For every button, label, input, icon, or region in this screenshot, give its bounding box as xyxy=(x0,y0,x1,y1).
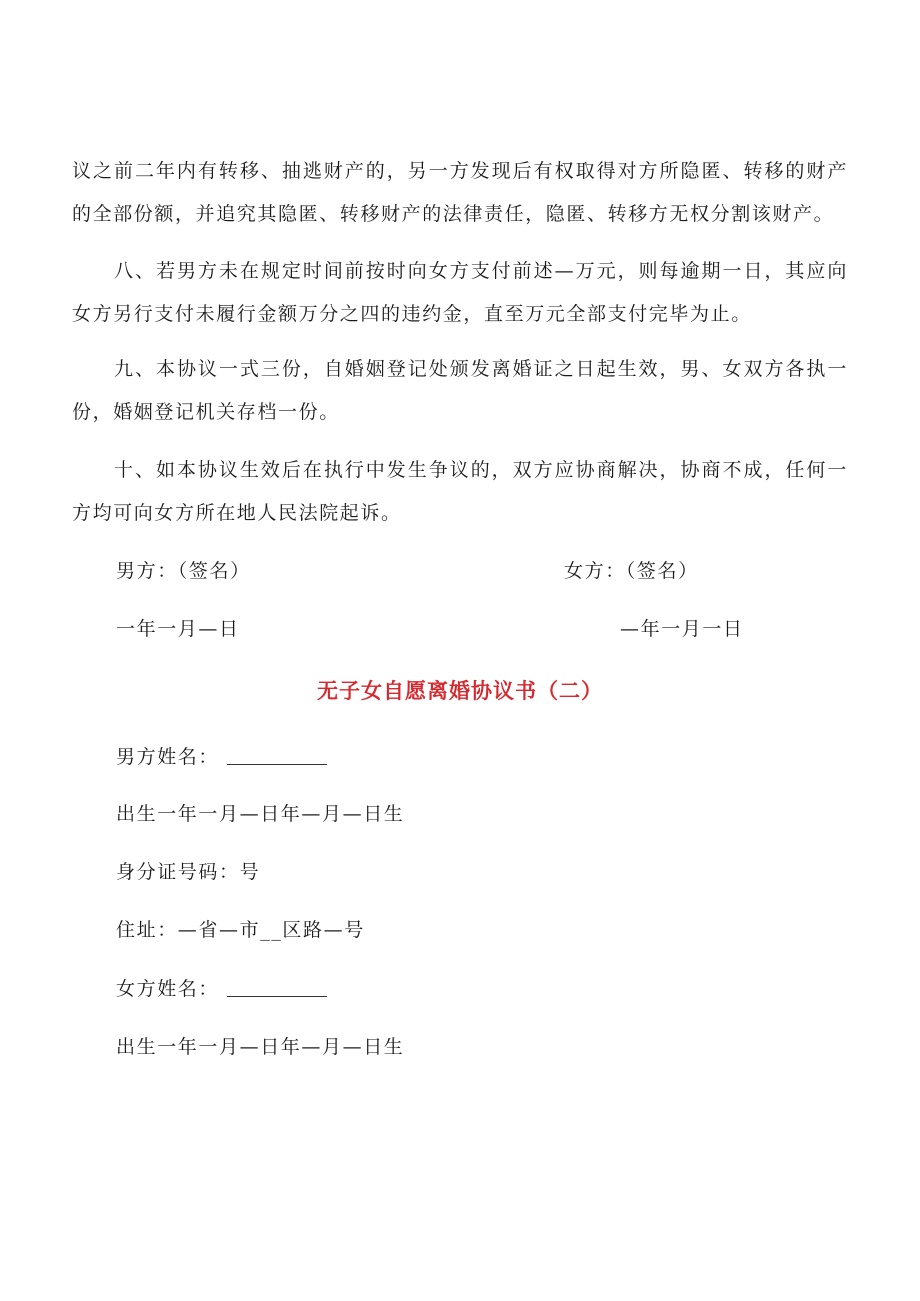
female-signature-line: 女方：（签名） xyxy=(564,560,699,582)
paragraph-clause-ten: 十、如本协议生效后在执行中发生争议的，双方应协商解决，协商不成，任何一方均可向女方所在地人民法院起诉。 xyxy=(72,459,848,524)
id-number-line: 身分证号码：号 xyxy=(116,861,261,883)
female-name-field xyxy=(116,974,327,1004)
paragraph-clause-eight: 八、若男方未在规定时间前按时向女方支付前述—万元，则每逾期一日，其应向女方另行支付未履行金额万分之四的违约金，直至万元全部支付完毕为止。 xyxy=(72,260,848,325)
female-name-blank xyxy=(227,976,327,997)
male-name-blank xyxy=(227,744,327,765)
male-name-label: 男方姓名： xyxy=(116,746,220,768)
paragraph-property-clause: 议之前二年内有转移、抽逃财产的，另一方发现后有权取得对方所隐匿、转移的财产的全部份额，并追究其隐匿、转移财产的法律责任，隐匿、转移方无权分割该财产。 xyxy=(72,160,848,225)
address-line: 住址：—省—市__区路—号 xyxy=(116,919,365,941)
male-birth-line: 出生一年一月—日年—月—日生 xyxy=(116,803,405,825)
male-name-field xyxy=(116,742,327,772)
female-name-label: 女方姓名： xyxy=(116,978,220,1000)
male-date-line: 一年一月—日 xyxy=(116,618,240,640)
male-signature-line: 男方：（签名） xyxy=(116,560,251,582)
female-birth-line: 出生一年一月—日年—月—日生 xyxy=(116,1036,405,1058)
female-date-line: —年一月一日 xyxy=(620,618,744,640)
agreement-title: 无子女自愿离婚协议书（二） xyxy=(317,678,603,703)
paragraph-clause-nine: 九、本协议一式三份，自婚姻登记处颁发离婚证之日起生效，男、女双方各执一份，婚姻登记机关存档一份。 xyxy=(72,358,848,423)
